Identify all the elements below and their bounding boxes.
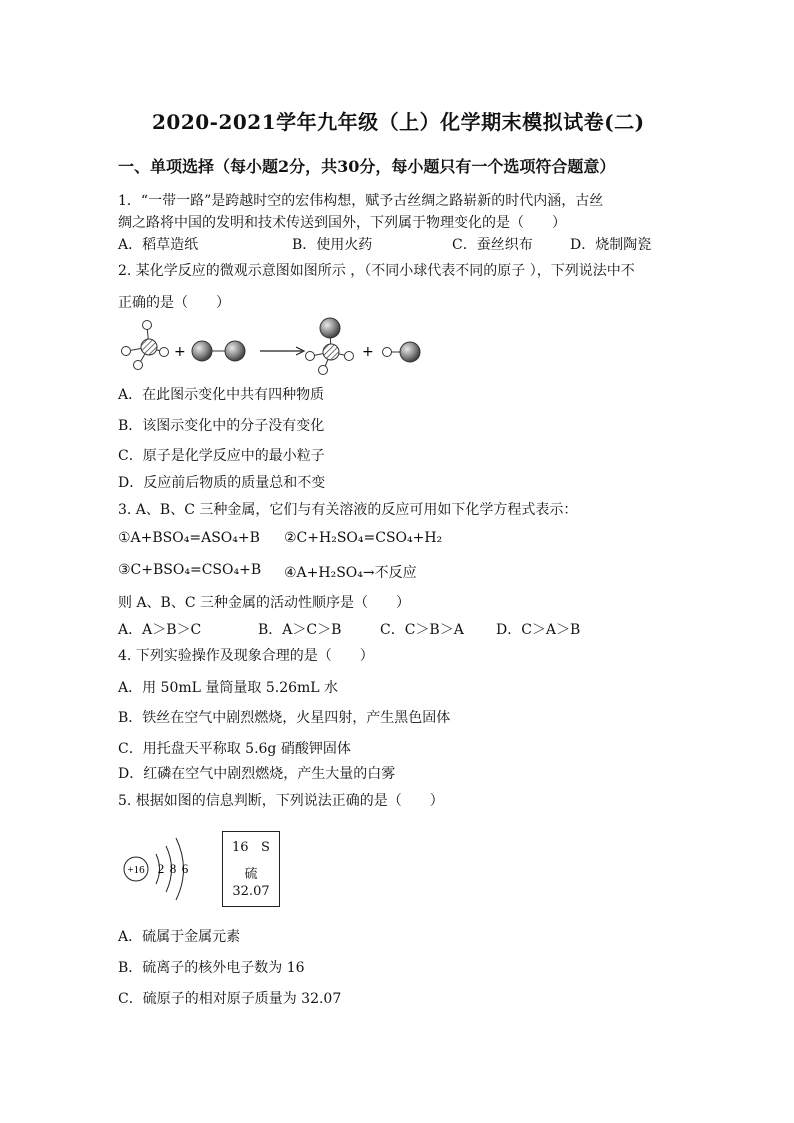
q4-option-b: B．铁丝在空气中剧烈燃烧，火星四射，产生黑色固体 — [118, 710, 451, 726]
atomic-mass: 32.07 — [232, 884, 270, 899]
page-title: 2020-2021学年九年级（上）化学期末模拟试卷(二) — [152, 110, 645, 134]
sulfur-atom-structure — [116, 824, 206, 914]
electron-shell-3: 6 — [181, 861, 189, 876]
q3-stem-line1: 3. A、B、C 三种金属，它们与有关溶液的反应可用如下化学方程式表示： — [118, 502, 578, 518]
plus-sign-2: + — [362, 344, 374, 360]
section-heading: 一、单项选择（每小题2分，共30分，每小题只有一个选项符合题意） — [118, 157, 616, 176]
plus-sign-1: + — [174, 344, 186, 360]
q3-stem-line2: 则 A、B、C 三种金属的活动性顺序是（ ） — [118, 595, 411, 611]
q1-option-c: C．蚕丝织布 — [452, 237, 533, 253]
q4-option-d: D．红磷在空气中剧烈燃烧，产生大量的白雾 — [118, 766, 396, 782]
q3-option-b: B．A＞C＞B — [258, 622, 342, 638]
q2-option-c: C．原子是化学反应中的最小粒子 — [118, 448, 325, 464]
q1-stem-line2: 绸之路将中国的发明和技术传送到国外，下列属于物理变化的是（ ） — [118, 215, 566, 231]
q4-option-a: A．用 50mL 量筒量取 5.26mL 水 — [118, 680, 339, 696]
electron-shell-1: 2 — [157, 861, 165, 876]
reaction-diagram — [110, 314, 430, 386]
q3-equation-3: ③C+BSO₄=CSO₄+B — [118, 562, 262, 578]
reaction-arrow — [260, 347, 304, 355]
q3-option-d: D．C＞A＞B — [496, 622, 581, 638]
q3-equation-1: ①A+BSO₄=ASO₄+B — [118, 530, 260, 546]
q1-option-d: D．烧制陶瓷 — [570, 237, 652, 253]
q3-option-a: A．A＞B＞C — [118, 622, 202, 638]
reactant-molecule-1 — [122, 321, 169, 370]
q1-option-b: B．使用火药 — [292, 237, 373, 253]
q1-stem-line1: 1．“一带一路”是跨越时空的宏伟构想，赋予古丝绸之路崭新的时代内涵，古丝 — [118, 193, 604, 209]
reactant-molecule-2 — [192, 341, 245, 361]
q5-option-b: B．硫离子的核外电子数为 16 — [118, 960, 305, 976]
q2-option-b: B．该图示变化中的分子没有变化 — [118, 418, 325, 434]
electron-shell-2: 8 — [169, 861, 177, 876]
q2-option-a: A．在此图示变化中共有四种物质 — [118, 387, 325, 403]
q3-equation-2: ②C+H₂SO₄=CSO₄+H₂ — [284, 530, 443, 546]
q2-stem-line1: 2. 某化学反应的微观示意图如图所示 ，（不同小球代表不同的原子 ），下列说法中不 — [118, 263, 635, 279]
q4-stem: 4. 下列实验操作及现象合理的是（ ） — [118, 648, 374, 664]
q1-option-a: A．稻草造纸 — [118, 237, 199, 253]
element-card — [222, 831, 280, 907]
q3-option-c: C．C＞B＞A — [380, 622, 464, 638]
product-molecule-2 — [383, 342, 421, 362]
q2-option-d: D．反应前后物质的质量总和不变 — [118, 475, 326, 491]
q5-option-c: C．硫原子的相对原子质量为 32.07 — [118, 991, 342, 1007]
q5-stem: 5. 根据如图的信息判断，下列说法正确的是（ ） — [118, 793, 444, 809]
product-molecule-1 — [306, 318, 354, 375]
nucleus-charge: +16 — [127, 864, 145, 876]
element-name: 硫 — [244, 867, 258, 882]
q4-option-c: C．用托盘天平称取 5.6g 硝酸钾固体 — [118, 741, 351, 757]
q2-stem-line2: 正确的是（ ） — [118, 295, 230, 311]
element-symbol: S — [261, 840, 270, 855]
atomic-number: 16 — [232, 840, 249, 855]
q3-equation-4: ④A+H₂SO₄→不反应 — [284, 565, 417, 581]
q5-option-a: A．硫属于金属元素 — [118, 929, 241, 945]
